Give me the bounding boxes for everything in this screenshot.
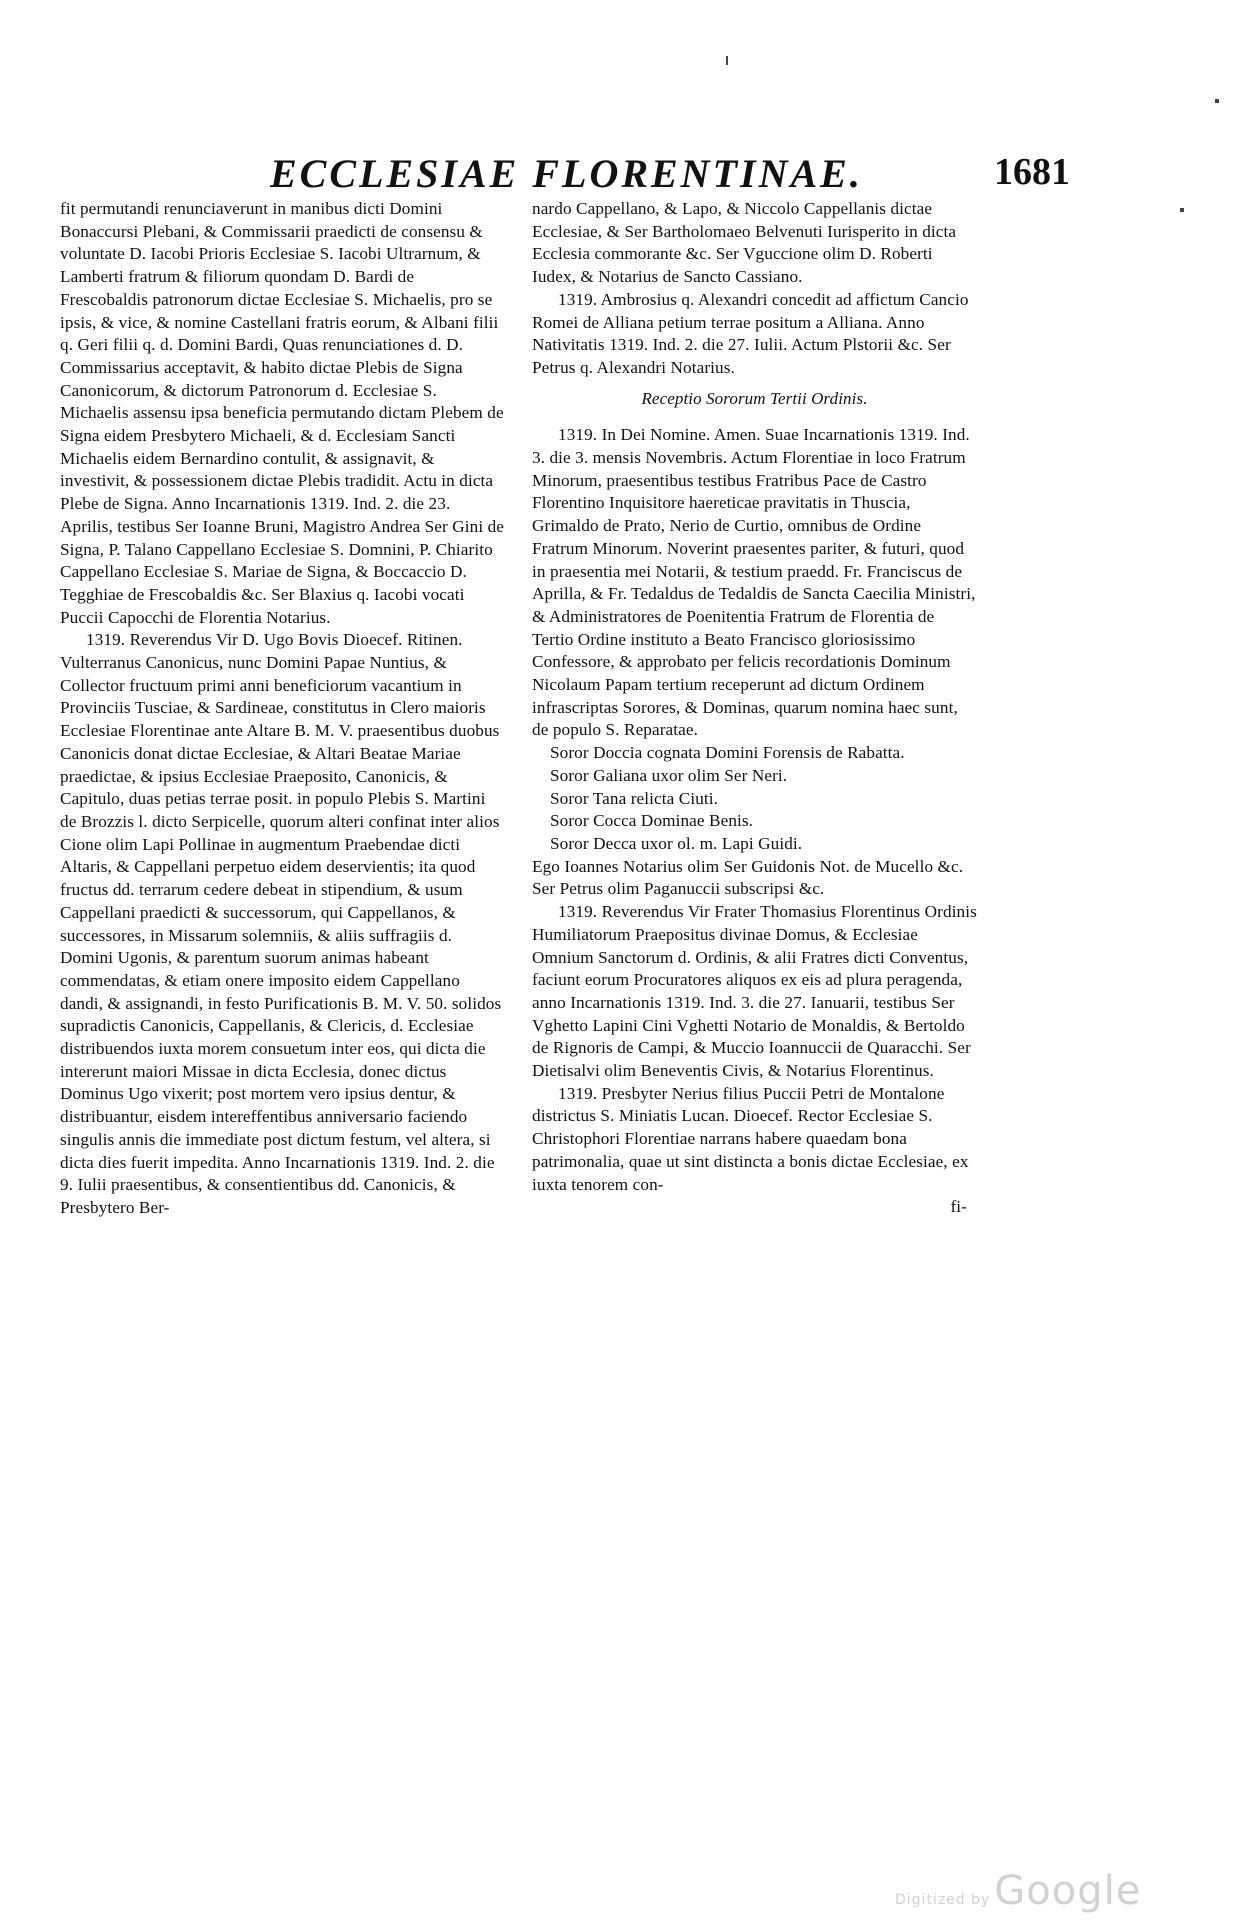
sister-entry: Soror Decca uxor ol. m. Lapi Guidi. bbox=[550, 833, 803, 853]
left-column bbox=[60, 198, 505, 1220]
sister-entry: Soror Galiana uxor olim Ser Neri. bbox=[550, 765, 788, 785]
running-title: ECCLESIAE FLORENTINAE. bbox=[270, 151, 863, 196]
watermark-prefix: Digitized by bbox=[895, 1892, 991, 1908]
watermark-brand: Google bbox=[994, 1868, 1142, 1914]
sister-entry: Soror Tana relicta Ciuti. bbox=[550, 788, 719, 808]
sister-entry: Soror Cocca Dominae Benis. bbox=[550, 811, 754, 831]
section-heading: Receptio Sororum Tertii Ordinis. bbox=[641, 388, 868, 408]
notary-subscription: Ego Ioannes Notarius olim Ser Guidonis Not. de Mucello &c. Ser Petrus olim Paganuccii subscripsi &c. bbox=[532, 856, 964, 899]
text-paragraph: 1319. Ambrosius q. Alexandri concedit ad affictum Cancio Romei de Alliana petium terrae positum a Alliana. Anno Nativitatis 1319. Ind. 2. die 27. Iulii. Actum Plstorii &c. Ser Petrus q. Alexandri Notarius. bbox=[532, 289, 969, 377]
text-paragraph: nardo Cappellano, & Lapo, & Niccolo Cappellanis dictae Ecclesiae, & Ser Bartholomaeo Belvenuti Iurisperito in dicta Ecclesia commorante &c. Ser Vguccione olim D. Roberti Iudex, & Notarius de Sancto Cassiano. bbox=[532, 199, 957, 287]
right-column bbox=[532, 198, 977, 1219]
catchword: fi- bbox=[950, 1197, 967, 1217]
text-paragraph: fit permutandi renunciaverunt in manibus dicti Domini Bonaccursi Plebani, & Commissarii praedicti de consensu & voluntate D. Iacobi Prioris Ecclesiae S. Iacobi Ultrarnum, & Lamberti fratrum & filiorum quondam D. Bardi de Frescobaldis patronorum dictae Ecclesiae S. Michaelis, pro se ipsis, & vice, & nomine Castellani fratris eorum, & Albani filii q. Geri filii q. d. Domini Bardi, Quas renunciationes d. D. Commissarius acceptavit, & habito dictae Plebis de Signa Canonicorum, & dictorum Patronorum d. Ecclesiae S. Michaelis assensu ipsa beneficia permutando dictam Plebem de Signa eidem Presbytero Michaeli, & d. Ecclesiam Sancti Michaelis eidem Bernardino contulit, & assignavit, & investivit, & possessionem dictae Plebis tradidit. Actu in dicta Plebe de Signa. Anno Incarnationis 1319. Ind. 2. die 23. Aprilis, testibus Ser Ioanne Bruni, Magistro Andrea Ser Gini de Signa, P. Talano Cappellano Ecclesiae S. Domnini, P. Chiarito Cappellano Ecclesiae S. Mariae de Signa, & Boccaccio D. Tegghiae de Frescobaldis &c. Ser Blaxius q. Iacobi vocati Puccii Capocchi de Florentia Notarius. bbox=[60, 199, 505, 627]
text-paragraph: 1319. Reverendus Vir Frater Thomasius Florentinus Ordinis Humiliatorum Praepositus divinae Domus, & Ecclesiae Omnium Sanctorum d. Ordinis, & alii Fratres dicti Conventus, faciunt eorum Procuratores aliquos ex eis ad plura peragenda, anno Incarnationis 1319. Ind. 3. die 27. Ianuarii, testibus Ser Vghetto Lapini Cini Vghetti Notario de Monaldis, & Bertoldo de Rignoris de Campi, & Muccio Ioannuccii de Quaracchi. Ser Dietisalvi olim Beneventis Civis, & Notarius Florentinus. bbox=[532, 902, 977, 1081]
scan-speck bbox=[1180, 208, 1184, 212]
scan-speck bbox=[726, 56, 728, 65]
digitized-watermark bbox=[895, 1868, 1141, 1914]
text-paragraph: 1319. Presbyter Nerius filius Puccii Petri de Montalone districtus S. Miniatis Lucan. Dioecef. Rector Ecclesiae S. Christophori Florentiae narrans habere quaedam bona patrimonalia, quae ut sint distincta a bonis dictae Ecclesiae, ex iuxta tenorem con- bbox=[532, 1083, 969, 1194]
scan-speck bbox=[1215, 99, 1219, 103]
text-paragraph: 1319. Reverendus Vir D. Ugo Bovis Dioecef. Ritinen. Vulterranus Canonicus, nunc Domini Papae Nuntius, & Collector fructuum primi anni beneficiorum vacantium in Provinciis Tusciae, & Sardineae, constitutus in Clero maioris Ecclesiae Florentinae ante Altare B. M. V. praesentibus duobus Canonicis donat dictae Ecclesiae, & Altari Beatae Mariae praedictae, & ipsius Ecclesiae Praeposito, Canonicis, & Capitulo, duas petias terrae posit. in populo Plebis S. Martini de Brozzis l. dicto Serpicelle, quorum alteri confinat inter alios Cione olim Lapi Pollinae in augmentum Praebendae dicti Altaris, & Cappellani perpetuo eidem deservientis; ita quod fructus dd. terrarum cedere debeat in stipendium, & usum Cappellani praedicti & successorum, qui Cappellanos, & successores, in Missarum solemniis, & aliis suffragiis d. Domini Ugonis, & parentum suorum animas habeant commendatas, & etiam onere imposito eidem Cappellano dandi, & assignandi, in festo Purificationis B. M. V. 50. solidos supradictis Canonicis, Cappellanis, & Clericis, d. Ecclesiae distribuendos iuxta morem consuetum inter eos, qui dicta die intererunt maiori Missae in dicta Ecclesia, donec dictus Dominus Ugo vixerit; post mortem vero ipsius dentur, & distribuantur, eisdem intereffentibus anniversario faciendo singulis annis die immediate post dictum festum, vel altera, si dicta dies fuerit impedita. Anno Incarnationis 1319. Ind. 2. die 9. Iulii praesentibus, & consentientibus dd. Canonicis, & Presbytero Ber- bbox=[60, 630, 502, 1217]
page-number: 1681 bbox=[994, 151, 1070, 193]
sister-entry: Soror Doccia cognata Domini Forensis de Rabatta. bbox=[550, 743, 905, 763]
text-paragraph: 1319. In Dei Nomine. Amen. Suae Incarnationis 1319. Ind. 3. die 3. mensis Novembris. Actum Florentiae in loco Fratrum Minorum, praesentibus testibus Fratribus Pace de Castro Florentino Inquisitore haereticae pravitatis in Thuscia, Grimaldo de Prato, Nerio de Curtio, omnibus de Ordine Fratrum Minorum. Noverint praesentes pariter, & futuri, quod in praesentia mei Notarii, & testium praedd. Fr. Franciscus de Aprilla, & Fr. Tedaldus de Tedaldis de Sancta Caecilia Ministri, & Administratores de Poenitentia Fratrum de Florentia de Tertio Ordine instituto a Beato Francisco gloriosissimo Confessore, & approbato per felicis recordationis Dominum Nicolaum Papam tertium receperunt ad dictum Ordinem infrascriptas Sorores, & Dominas, quarum nomina haec sunt, de populo S. Reparatae. bbox=[532, 425, 976, 740]
page-header bbox=[270, 150, 1070, 194]
